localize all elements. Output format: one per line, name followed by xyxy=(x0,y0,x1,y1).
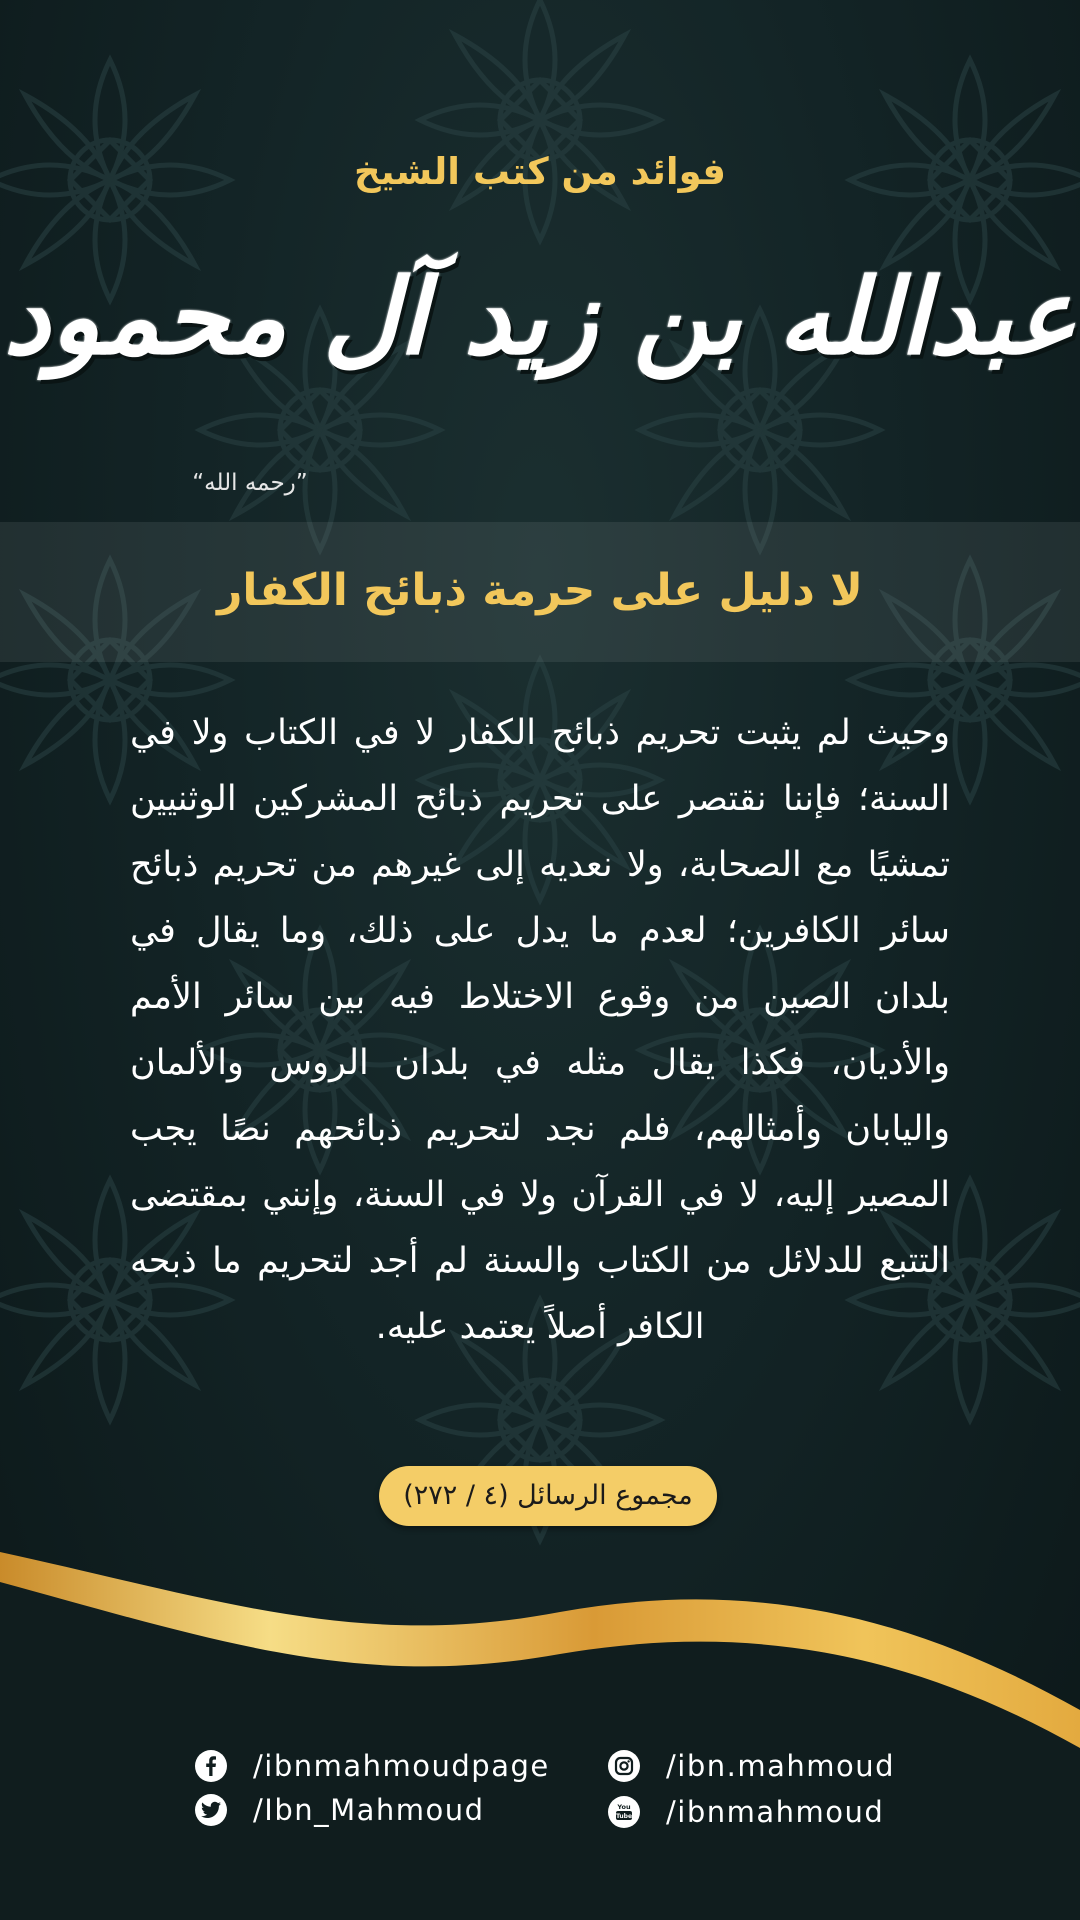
twitter-handle: /Ibn_Mahmoud xyxy=(253,1793,485,1827)
instagram-icon xyxy=(608,1750,640,1782)
facebook-handle: /ibnmahmoudpage xyxy=(253,1749,550,1783)
gold-ribbon-footer xyxy=(0,1540,1080,1920)
article-title: لا دليل على حرمة ذبائح الكفار xyxy=(217,565,863,616)
instagram-link[interactable] xyxy=(608,1746,895,1786)
sheikh-name-calligraphy: عبدالله بن زيد آل محمود xyxy=(3,255,1077,378)
instagram-handle: /ibn.mahmoud xyxy=(666,1749,896,1783)
twitter-link[interactable] xyxy=(195,1790,485,1830)
svg-text:Tube: Tube xyxy=(615,1813,633,1820)
youtube-handle: /ibnmahmoud xyxy=(666,1795,885,1829)
series-subtitle: فوائد من كتب الشيخ xyxy=(353,150,726,193)
svg-text:You: You xyxy=(617,1803,631,1811)
youtube-icon xyxy=(608,1796,640,1828)
rahimahu-allah-caption: ”رحمه الله“ xyxy=(192,470,308,496)
facebook-icon xyxy=(195,1750,227,1782)
youtube-link[interactable] xyxy=(608,1792,884,1832)
source-citation-badge: مجموع الرسائل (٤ / ٢٧٢) xyxy=(379,1466,717,1526)
twitter-icon xyxy=(195,1794,227,1826)
facebook-link[interactable] xyxy=(195,1746,550,1786)
quote-body: وحيث لم يثبت تحريم ذبائح الكفار لا في الكتاب ولا في السنة؛ فإننا نقتصر على تحريم ذبائح المشركين الوثنيين تمشيًا مع الصحابة، ولا نعديه إلى غيرهم من تحريم ذبائح سائر الكافرين؛ لعدم ما يدل على ذلك، وما يقال في بلدان الصين من وقوع الاختلاط فيه بين سائر الأمم والأديان، فكذا يقال مثله في بلدان الروس والألمان واليابان وأمثالهم، فلم نجد لتحريم ذبائحهم نصًا يجب المصير إليه، لا في القرآن ولا في السنة، وإنني بمقتضى التتبع للدلائل من الكتاب والسنة لم أجد لتحريم ما ذبحه الكافر أصلاً يعتمد عليه. xyxy=(130,713,950,1347)
